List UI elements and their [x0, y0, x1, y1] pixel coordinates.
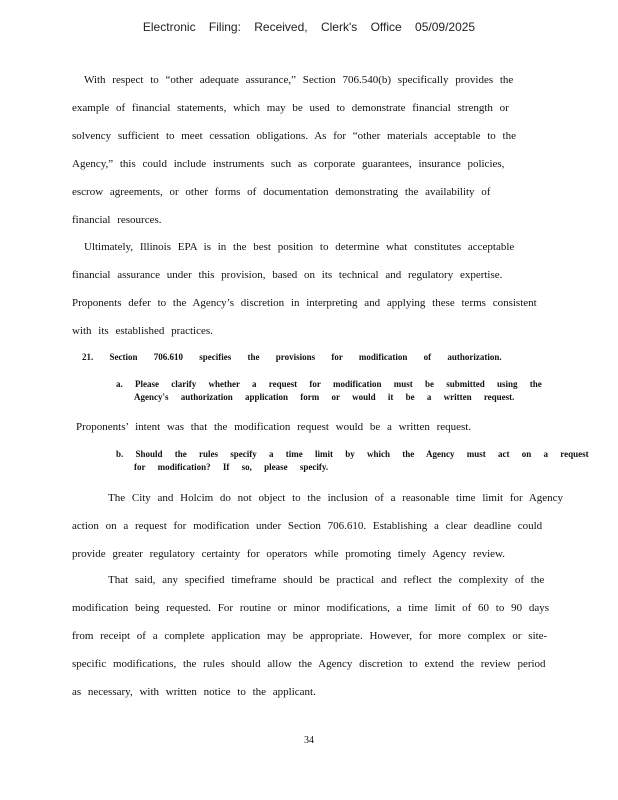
text-line: as necessary, with written notice to the applicant.: [72, 686, 316, 698]
text-line: financial assurance under this provision, based on its technical and regulatory expertise.: [72, 269, 503, 281]
question-21: 21. Section 706.610 specifies the provisions for modification of authorization.: [82, 352, 502, 362]
answer-21a: Proponents’ intent was that the modification request would be a written request.: [76, 421, 472, 433]
text-line: a. Please clarify whether a request for modification must be submitted using the: [116, 379, 542, 389]
text-line: With respect to “other adequate assurance,” Section 706.540(b) specifically provides the: [84, 74, 514, 86]
text-line: action on a request for modification under Section 706.610. Establishing a clear deadline could: [72, 520, 543, 532]
text-line: solvency sufficient to meet cessation obligations. As for “other materials acceptable to the: [72, 130, 516, 142]
paragraph-ultimately: [72, 233, 537, 345]
text-line: example of financial statements, which may be used to demonstrate financial strength or: [72, 102, 509, 114]
text-line: Agency,” this could include instruments such as corporate guarantees, insurance policies,: [72, 158, 505, 170]
text-line: financial resources.: [72, 214, 162, 226]
text-line: That said, any specified timeframe should be practical and reflect the complexity of the: [108, 574, 545, 586]
text-line: provide greater regulatory certainty for operators while promoting timely Agency review.: [72, 548, 506, 560]
text-line: escrow agreements, or other forms of documentation demonstrating the availability of: [72, 186, 491, 198]
text-line: modification being requested. For routine or minor modifications, a time limit of 60 to 90 days: [72, 602, 550, 614]
text-line: Ultimately, Illinois EPA is in the best position to determine what constitutes acceptable: [84, 241, 515, 253]
paragraph-other-adequate-assurance: [72, 66, 516, 234]
page-number: 34: [304, 735, 314, 746]
text-line: for modification? If so, please specify.: [134, 462, 329, 472]
text-line: with its established practices.: [72, 325, 213, 337]
text-line: b. Should the rules specify a time limit by which the Agency must act on a request: [116, 449, 589, 459]
text-line: Proponents defer to the Agency’s discretion in interpreting and applying these terms consistent: [72, 297, 537, 309]
text-line: The City and Holcim do not object to the inclusion of a reasonable time limit for Agency: [108, 492, 564, 504]
paragraph-time-limit: [72, 484, 564, 568]
filing-header: Electronic Filing: Received, Clerk's Office 05/09/2025: [142, 20, 476, 34]
question-21b: [116, 448, 589, 474]
paragraph-timeframe: [72, 566, 550, 706]
text-line: from receipt of a complete application may be appropriate. However, for more complex or site-: [72, 630, 548, 642]
text-line: specific modifications, the rules should allow the Agency discretion to extend the review period: [72, 658, 546, 670]
text-line: Agency's authorization application form or would it be a written request.: [134, 392, 515, 402]
question-21a: [116, 378, 542, 404]
